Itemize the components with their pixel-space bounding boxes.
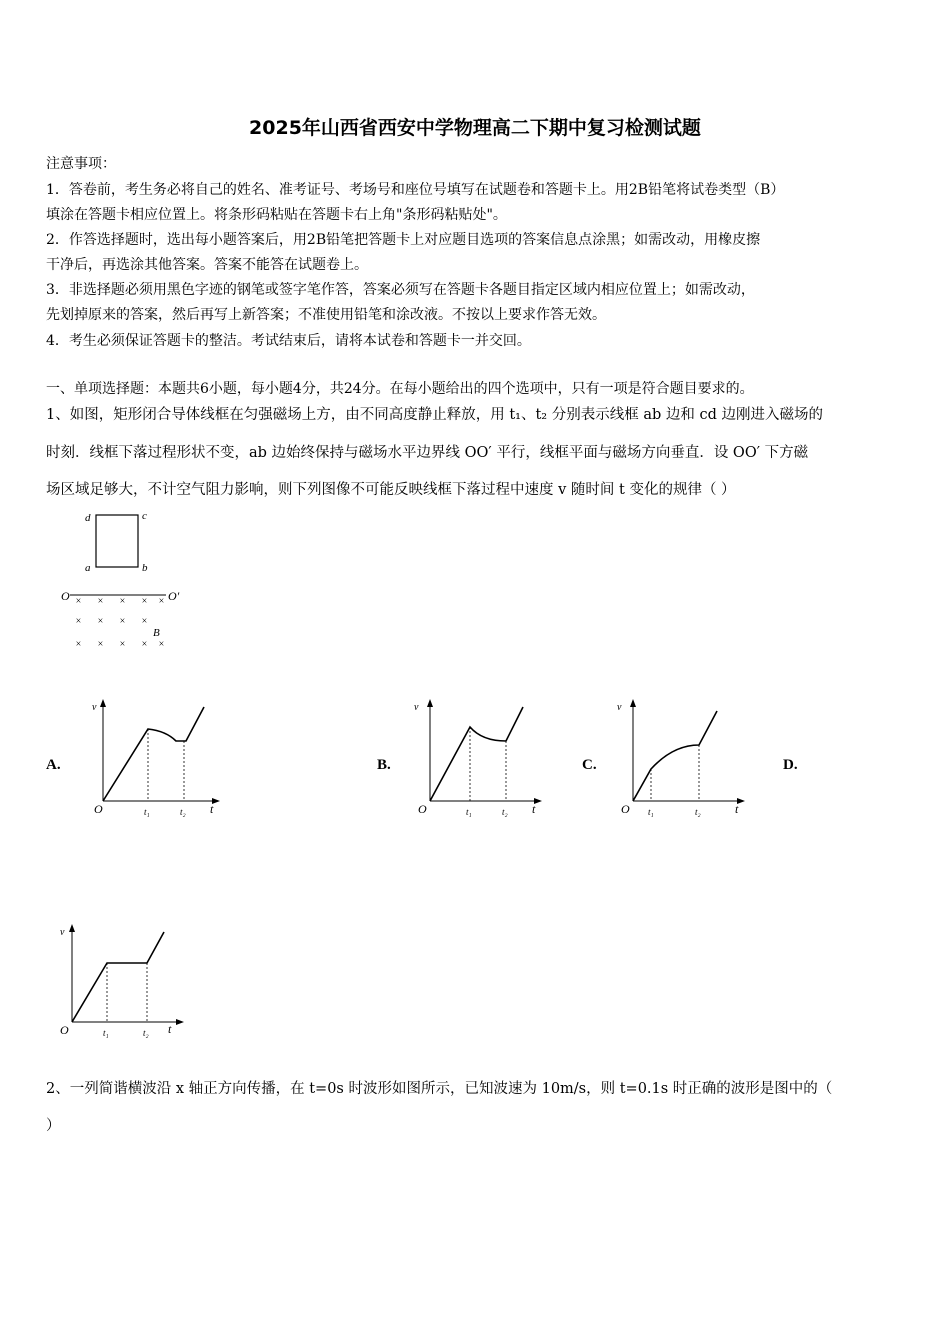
svg-text:×: × bbox=[97, 616, 104, 627]
question-1-text: 1、如图，矩形闭合导体线框在匀强磁场上方，由不同高度静止释放，用 t₁、t₂ 分别表示线框 ab 边和 cd 边刚进入磁场的 bbox=[46, 407, 823, 423]
svg-text:v: v bbox=[617, 702, 622, 713]
graph-option-c bbox=[613, 697, 753, 825]
option-b-label[interactable]: B. bbox=[377, 757, 391, 773]
svg-text:t₂: t₂ bbox=[180, 807, 186, 817]
svg-text:O: O bbox=[418, 802, 427, 816]
svg-text:t₁: t₁ bbox=[648, 807, 654, 817]
svg-text:×: × bbox=[141, 596, 148, 607]
page-title: 2025年山西省西安中学物理高二下期中复习检测试题 bbox=[249, 117, 701, 139]
notice-line: 3．非选择题必须用黑色字迹的钢笔或签字笔作答，答案必须写在答题卡各题目指定区域内相应位置上；如需改动， bbox=[46, 282, 755, 298]
boundary-o-prime-label: O′ bbox=[168, 589, 180, 603]
svg-text:v: v bbox=[414, 702, 419, 713]
field-b-label: B bbox=[153, 627, 160, 639]
svg-text:t: t bbox=[532, 802, 536, 816]
svg-text:t: t bbox=[168, 1022, 172, 1036]
svg-text:×: × bbox=[141, 616, 148, 627]
option-d-label[interactable]: D. bbox=[783, 757, 798, 773]
svg-text:×: × bbox=[119, 616, 126, 627]
question-2-text: 2、一列简谐横波沿 x 轴正方向传播，在 t=0s 时波形如图所示，已知波速为 10m/s，则 t=0.1s 时正确的波形是图中的（ bbox=[46, 1081, 833, 1097]
notice-line: 干净后，再选涂其他答案。答案不能答在试题卷上。 bbox=[46, 257, 368, 273]
svg-text:v: v bbox=[60, 927, 65, 938]
wire-frame bbox=[96, 515, 138, 567]
svg-text:O: O bbox=[60, 1023, 69, 1037]
corner-b-label: b bbox=[142, 562, 148, 574]
svg-text:t₁: t₁ bbox=[466, 807, 472, 817]
notice-line: 1．答卷前，考生务必将自己的姓名、准考证号、考场号和座位号填写在试题卷和答题卡上。用2B铅笔将试卷类型（B） bbox=[46, 182, 785, 198]
svg-text:t: t bbox=[735, 802, 739, 816]
question-2-text: ） bbox=[46, 1118, 61, 1134]
svg-text:×: × bbox=[97, 596, 104, 607]
corner-d-label: d bbox=[85, 512, 91, 524]
svg-text:t₂: t₂ bbox=[695, 807, 701, 817]
question-1-text: 场区域足够大，不计空气阻力影响，则下列图像不可能反映线框下落过程中速度 v 随时间 t 变化的规律（ ） bbox=[46, 482, 736, 498]
question-1-text: 时刻．线框下落过程形状不变，ab 边始终保持与磁场水平边界线 OO′ 平行，线框平面与磁场方向垂直．设 OO′ 下方磁 bbox=[46, 445, 809, 461]
svg-text:t₁: t₁ bbox=[144, 807, 150, 817]
svg-text:v: v bbox=[92, 702, 97, 713]
svg-text:×: × bbox=[158, 596, 165, 607]
svg-text:×: × bbox=[75, 596, 82, 607]
option-c-label[interactable]: C. bbox=[582, 757, 597, 773]
notice-line: 先划掉原来的答案，然后再写上新答案；不准使用铅笔和涂改液。不按以上要求作答无效。 bbox=[46, 307, 606, 323]
svg-text:t₂: t₂ bbox=[143, 1028, 149, 1038]
field-crosses bbox=[75, 596, 165, 650]
svg-text:O: O bbox=[94, 802, 103, 816]
frame-field-figure bbox=[58, 505, 198, 655]
svg-text:×: × bbox=[97, 639, 104, 650]
svg-text:t: t bbox=[210, 802, 214, 816]
svg-text:×: × bbox=[119, 596, 126, 607]
notice-line: 2．作答选择题时，选出每小题答案后，用2B铅笔把答题卡上对应题目选项的答案信息点涂黑；如需改动，用橡皮擦 bbox=[46, 232, 761, 248]
boundary-o-label: O bbox=[61, 589, 70, 603]
notice-heading: 注意事项： bbox=[46, 156, 116, 172]
svg-text:×: × bbox=[158, 639, 165, 650]
graph-option-b bbox=[410, 697, 550, 825]
svg-text:t₁: t₁ bbox=[103, 1028, 109, 1038]
svg-text:O: O bbox=[621, 802, 630, 816]
notice-line: 4．考生必须保证答题卡的整洁。考试结束后，请将本试卷和答题卡一并交回。 bbox=[46, 333, 531, 349]
corner-c-label: c bbox=[142, 510, 147, 522]
graph-option-a bbox=[88, 697, 228, 825]
svg-text:×: × bbox=[119, 639, 126, 650]
svg-text:t₂: t₂ bbox=[502, 807, 508, 817]
notice-line: 填涂在答题卡相应位置上。将条形码粘贴在答题卡右上角"条形码粘贴处"。 bbox=[46, 207, 507, 223]
section-heading: 一、单项选择题：本题共6小题，每小题4分，共24分。在每小题给出的四个选项中，只有一项是符合题目要求的。 bbox=[46, 381, 754, 397]
svg-text:×: × bbox=[75, 616, 82, 627]
svg-text:×: × bbox=[141, 639, 148, 650]
option-a-label[interactable]: A. bbox=[46, 757, 61, 773]
graph-option-d bbox=[54, 922, 194, 1044]
corner-a-label: a bbox=[85, 562, 91, 574]
svg-text:×: × bbox=[75, 639, 82, 650]
